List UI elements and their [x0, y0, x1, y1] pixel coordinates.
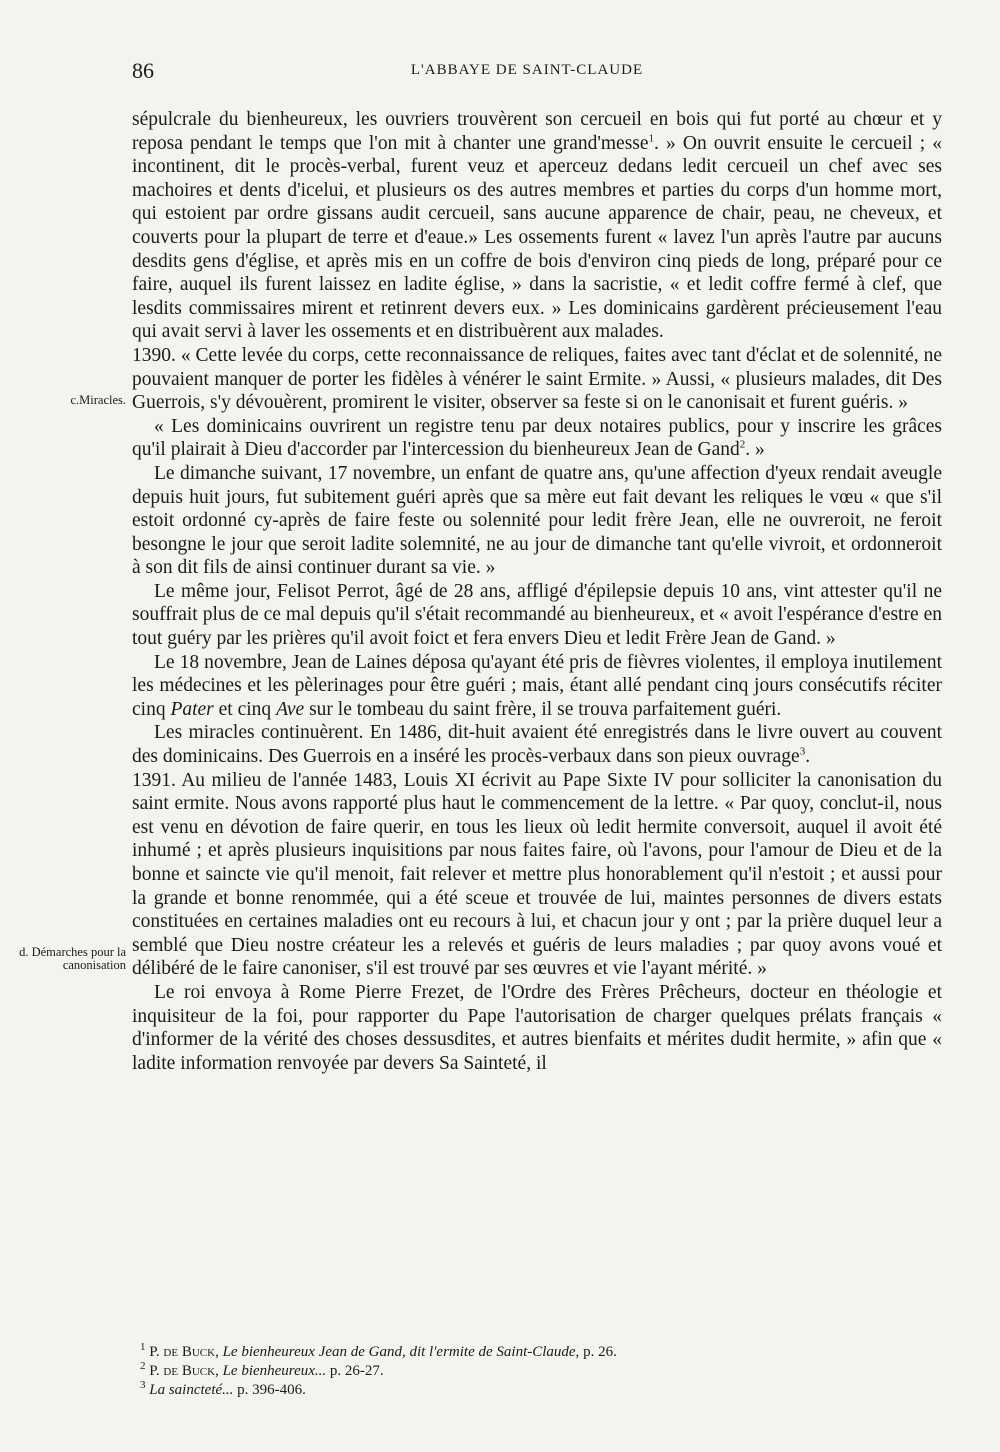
paragraph: 1391. Au milieu de l'année 1483, Louis XI écrivit au Pape Sixte IV pour solliciter la canonisation du saint ermite. Nous avons rapporté plus haut le commencement de la lettre. « Par quoy, conclut-il, nous est venu en dévotion de faire querir, en tous les lieux où ledit hermite conversoit, auquel il avoit été inhumé ; et après plusieurs inquisitions par nous faites faire, où l'avons, pour l'amour de Dieu et de la bonne et saincte vie qu'il menoit, fait relever et mettre plus honorablement qu'il n'estoit ; et aussi pour la grande et bonne renommée, qui a été sceue et trouvée de lui, maintes personnes de divers estats constituées en certaines maladies ont eu recours à lui, et chacun jour y ont ; par la prière duquel leur a semblé que Dieu nostre créateur les a relevés et guéris de leurs maladies ; par quoy avons voué et délibéré de le faire canoniser, s'il est trouvé par ses œuvres et vie l'ayant mérité. »: [132, 769, 942, 980]
paragraph: Les miracles continuèrent. En 1486, dit-huit avaient été enregistrés dans le livre ouvert au couvent des dominicains. Des Guerrois en a inséré les procès-verbaux dans son pieux ouvrage$^3$.: [132, 722, 942, 768]
running-title: L'ABBAYE DE SAINT-CLAUDE: [410, 62, 644, 78]
paragraph: Le roi envoya à Rome Pierre Frezet, de l'Ordre des Frères Prêcheurs, docteur en théologie et inquisiteur de la foi, pour rapporter du Pape l'autorisation de charger quelques prélats français « d'informer de la vérité des choses dessusdites, et autres bienfaits et mérites dudit hermite, » afin que « ladite information renvoyée par devers Sa Sainteté, il: [132, 981, 942, 1074]
footnote-ref: 1: [648, 132, 655, 145]
paragraph: Le 18 novembre, Jean de Laines déposa qu'ayant été pris de fièvres violentes, il employa inutilement les médecines et les pèlerinages pour être guéri ; mais, étant allé pendant cinq jours consécutifs réciter cinq Pater et cinq Ave sur le tombeau du saint frère, il se trouva parfaitement guéri.: [132, 651, 942, 720]
paragraph: sépulcrale du bienheureux, les ouvriers trouvèrent son cercueil en bois qui fut porté au chœur et y reposa pendant le temps que l'on mit à chanter une grand'messe$^1$. » On ouvrit ensuite le cercueil ; « incontinent, dit le procès-verbal, furent veuz et aperceuz dedans ledit cercueil un chef avec ses machoires et dents d'icelui, et plusieurs os des autres membres et parties du corps d'un homme mort, qui estoient par ordre gissans audit cercueil, sans aucune apparence de chair, peau, ne cheveux, et couverts pour la plupart de terre et d'eaue.» Les ossements furent « lavez l'un après l'autre par aucuns desdits gens d'église, et après mis en un coffre de bois d'environ cinq pieds de long, préparé pour ce faire, auquel ils furent laissez en ladite église, » dans la sacristie, « et ledit coffre fermé à clef, que lesdits commissaires mirent et retinrent devers eux. » Les dominicains gardèrent précieusement l'eau qui avait servi à laver les ossements et en distribuèrent aux malades.: [132, 109, 942, 343]
margin-note-miracles: c.Miracles.: [70, 393, 126, 407]
footnote: $^1$ P. de Buck, Le bienheureux Jean de Gand, dit l'ermite de Saint-Claude, p. 26.: [140, 1341, 617, 1360]
page-number: 86: [132, 58, 154, 83]
footnote: $^2$ P. de Buck, Le bienheureux... p. 26-27.: [140, 1360, 384, 1379]
footnote: $^3$ La saincteté... p. 396-406.: [140, 1379, 306, 1398]
paragraph: Le dimanche suivant, 17 novembre, un enfant de quatre ans, qu'une affection d'yeux rendait aveugle depuis huit jours, fut subitement guéri après que sa mère eut fait devant les reliques le vœu « que s'il estoit ordonné cy-après de faire feste ou solennité pour ledit frère Jean, elle ne ouvreroit, ne feroit besongne le jour que seroit ladite solemnité, ne au jour de dimanche tant qu'elle vivroit, et ordonneroit à son dit fils de ainsi continuer durant sa vie. »: [132, 462, 942, 579]
margin-note-demarches: d. Démarches pour la canonisation: [19, 945, 126, 972]
footnote-ref: 3: [799, 745, 806, 758]
paragraph: Le même jour, Felisot Perrot, âgé de 28 ans, affligé d'épilepsie depuis 10 ans, vint attester qu'il ne souffrait plus de ce mal depuis qu'il s'était recommandé au bienheureux, et « avoit l'espérance d'estre en tout guéry par les prières qu'il avoit foict et fera envers Dieu et ledit Frère Jean de Gand. »: [132, 580, 942, 650]
footnotes: [140, 1343, 900, 1400]
paragraph: 1390. « Cette levée du corps, cette reconnaissance de reliques, faites avec tant d'éclat et de solennité, ne pouvaient manquer de porter les fidèles à vénérer le saint Ermite. » Aussi, « plusieurs malades, dit Des Guerrois, s'y dévouèrent, promirent le visiter, observer sa feste si on le canonisait et furent guéris. »: [132, 344, 942, 414]
paragraph: « Les dominicains ouvrirent un registre tenu par deux notaires publics, pour y inscrire les grâces qu'il plairait à Dieu d'accorder par l'intercession du bienheureux Jean de Gand$^2$. »: [132, 415, 942, 461]
footnote-ref: 2: [739, 438, 746, 451]
body-text: [132, 108, 942, 1075]
page-header: [132, 58, 922, 88]
